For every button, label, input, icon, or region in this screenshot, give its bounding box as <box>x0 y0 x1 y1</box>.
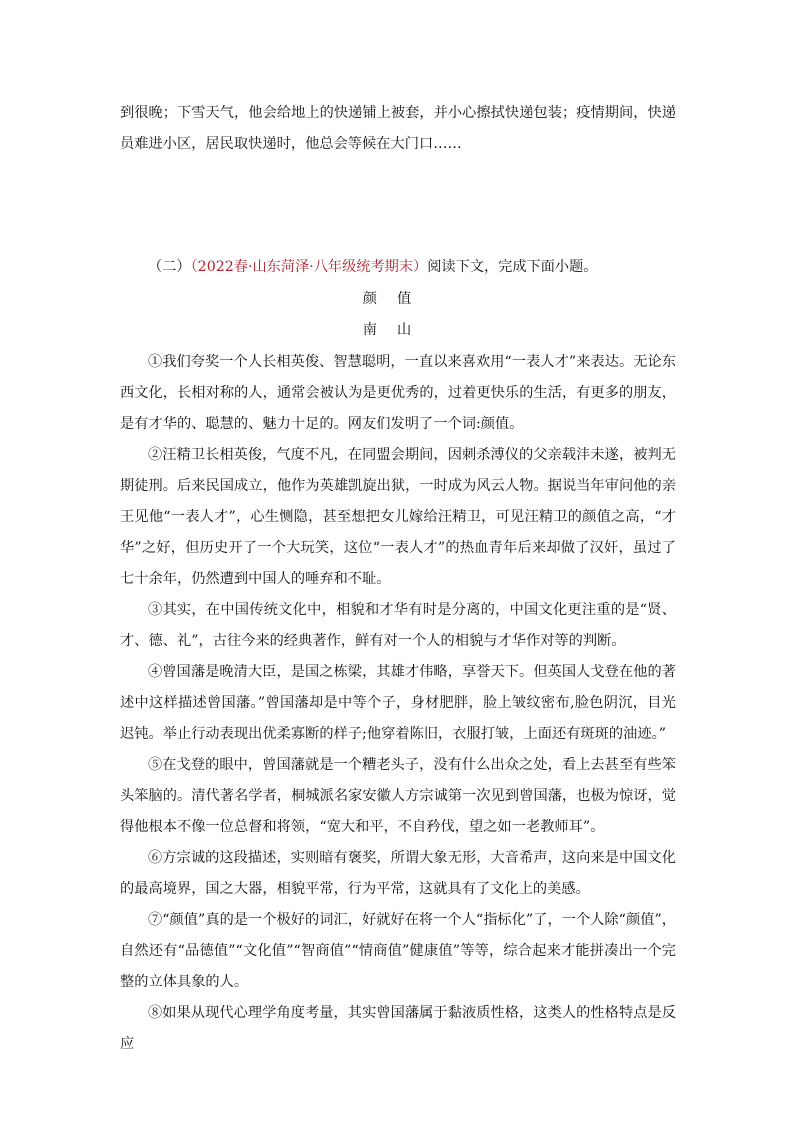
paragraph-4: ④曾国藩是晚清大臣，是国之栋梁，其雄才伟略，享誉天下。但英国人戈登在他的著述中这样描述曾国藩。”曾国藩却是中等个子，身材肥胖，脸上皱纹密布,脸色阴沉，目光迟钝。举止行动表现出优柔寡断的样子;他穿着陈旧，衣服打皱，上面还有斑斑的油迹。” <box>120 664 676 742</box>
paragraph-5: ⑤在戈登的眼中，曾国藩就是一个糟老头子，没有什么出众之处，看上去甚至有些笨头笨脑的。清代著名学者，桐城派名家安徽人方宗诚第一次见到曾国藩，也极为惊讶，觉得他根本不像一位总督和将领，“宽大和平，不自矜伐，望之如一老教师耳”。 <box>120 757 676 835</box>
section-number: （二） <box>148 259 191 275</box>
paragraph-7: ⑦“颜值”真的是一个极好的词汇，好就好在将一个人“指标化”了，一个人除“颜值”，自然还有“品德值”“文化值”“智商值”“情商值”健康值”等等，综合起来才能拼凑出一个完整的立体具象的人。 <box>120 912 676 990</box>
question-source: （2022春·山东菏泽·八年级统考期末） <box>190 259 428 275</box>
article-author: 南山 <box>362 322 432 338</box>
paragraph-1: ①我们夸奖一个人长相英俊、智慧聪明，一直以来喜欢用“一表人才”来表达。无论东西文化，长相对称的人，通常会被认为是更优秀的，过着更快乐的生活，有更多的朋友，是有才华的、聪慧的、魅力十足的。网友们发明了一个词:颜值。 <box>120 354 676 432</box>
paragraph-6: ⑥方宗诚的这段描述，实则暗有褒奖，所谓大象无形，大音希声，这向来是中国文化的最高境界，国之大器，相貌平常，行为平常，这就具有了文化上的美感。 <box>120 850 676 897</box>
top-paragraph: 到很晚；下雪天气，他会给地上的快递铺上被套，并小心擦拭快递包装；疫情期间，快递员难进小区，居民取快递时，他总会等候在大门口…… <box>120 105 676 152</box>
paragraph-2: ②汪精卫长相英俊，气度不凡，在同盟会期间，因刺杀溥仪的父亲载沣未遂，被判无期徒刑。后来民国成立，他作为英雄凯旋出狱，一时成为风云人物。据说当年审问他的亲王见他“一表人才”，心生恻隐，甚至想把女儿嫁给汪精卫，可见汪精卫的颜值之高，“才华”之好，但历史开了一个大玩笑，这位“一表人才”的热血青年后来却做了汉奸，虽过了七十余年，仍然遭到中国人的唾弃和不耻。 <box>120 447 676 587</box>
section-instruction: 阅读下文，完成下面小题。 <box>427 259 598 275</box>
section-heading <box>148 252 688 283</box>
paragraph-8: ⑧如果从现代心理学角度考量，其实曾国藩属于黏液质性格，这类人的性格特点是反应 <box>120 1005 676 1052</box>
paragraph-3: ③其实，在中国传统文化中，相貌和才华有时是分离的，中国文化更注重的是“贤、才、德、礼”，古往今来的经典著作，鲜有对一个人的相貌与才华作对等的判断。 <box>120 602 676 649</box>
article-title: 颜值 <box>362 291 432 307</box>
